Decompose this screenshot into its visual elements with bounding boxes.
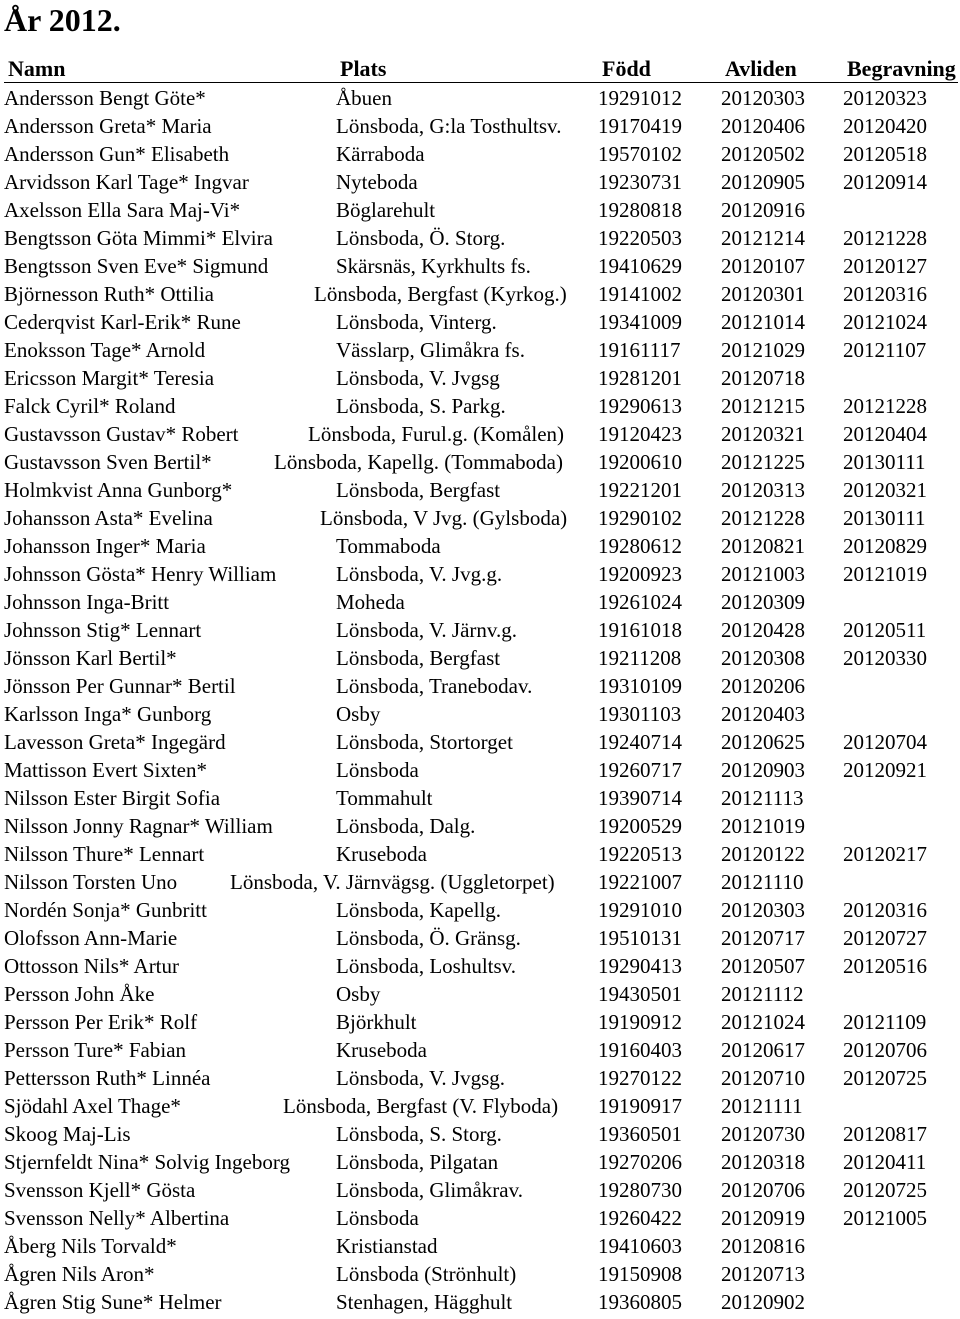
cell-name: Stjernfeldt Nina* Solvig Ingeborg: [4, 1150, 290, 1174]
cell-name: Nilsson Ester Birgit Sofia: [4, 786, 221, 810]
cell-born: 19211208: [598, 646, 682, 670]
cell-burial: 20120316: [843, 282, 927, 306]
cell-name: Johnsson Gösta* Henry William: [4, 562, 277, 586]
table-row: [0, 504, 960, 532]
cell-born: 19430501: [598, 982, 682, 1006]
cell-name: Cederqvist Karl-Erik* Rune: [4, 310, 241, 334]
cell-died: 20121112: [721, 982, 804, 1006]
table-row: [0, 896, 960, 924]
cell-born: 19221201: [598, 478, 682, 502]
cell-name: Ågren Stig Sune* Helmer: [4, 1290, 222, 1314]
cell-died: 20120301: [721, 282, 805, 306]
cell-place: Lönsboda, Kapellg.: [336, 898, 502, 922]
cell-place: Lönsboda, V. Järnv.g.: [336, 618, 518, 642]
table-row: [0, 532, 960, 560]
cell-died: 20121029: [721, 338, 805, 362]
cell-died: 20121113: [721, 786, 804, 810]
cell-place: Björkhult: [336, 1010, 417, 1034]
cell-name: Jönsson Per Gunnar* Bertil: [4, 674, 236, 698]
cell-born: 19410629: [598, 254, 682, 278]
cell-burial: 20130111: [843, 506, 926, 530]
cell-place: Lönsboda, Dalg.: [336, 814, 476, 838]
column-header-born: Född: [602, 56, 651, 81]
cell-place: Böglarehult: [336, 198, 436, 222]
cell-name: Svensson Kjell* Gösta: [4, 1178, 196, 1202]
table-row: [0, 1288, 960, 1316]
cell-place: Lönsboda, V. Jvgsg: [336, 366, 500, 390]
cell-died: 20120919: [721, 1206, 805, 1230]
cell-name: Jönsson Karl Bertil*: [4, 646, 177, 670]
cell-burial: 20120704: [843, 730, 927, 754]
cell-died: 20120903: [721, 758, 805, 782]
cell-died: 20120206: [721, 674, 805, 698]
table-row: [0, 924, 960, 952]
cell-died: 20120916: [721, 198, 805, 222]
cell-place: Lönsboda, Bergfast (Kyrkog.): [314, 282, 567, 306]
cell-died: 20120308: [721, 646, 805, 670]
cell-name: Pettersson Ruth* Linnéa: [4, 1066, 211, 1090]
cell-place: Stenhagen, Hägghult: [336, 1290, 513, 1314]
cell-name: Bengtsson Sven Eve* Sigmund: [4, 254, 269, 278]
cell-born: 19200923: [598, 562, 682, 586]
cell-born: 19220513: [598, 842, 682, 866]
cell-born: 19301103: [598, 702, 682, 726]
cell-place: Åbuen: [336, 86, 392, 110]
cell-name: Persson John Åke: [4, 982, 155, 1006]
cell-place: Lönsboda, Ö. Storg.: [336, 226, 506, 250]
cell-place: Kruseboda: [336, 842, 427, 866]
table-row: [0, 252, 960, 280]
cell-name: Gustavsson Sven Bertil*: [4, 450, 212, 474]
cell-name: Bengtsson Göta Mimmi* Elvira: [4, 226, 273, 250]
table-row: [0, 140, 960, 168]
cell-name: Arvidsson Karl Tage* Ingvar: [4, 170, 249, 194]
cell-place: Nyteboda: [336, 170, 418, 194]
table-row: [0, 1232, 960, 1260]
cell-burial: 20121024: [843, 310, 927, 334]
cell-died: 20120821: [721, 534, 805, 558]
column-header-place: Plats: [340, 56, 387, 81]
cell-died: 20121024: [721, 1010, 805, 1034]
cell-died: 20121014: [721, 310, 805, 334]
cell-name: Nilsson Torsten Uno: [4, 870, 178, 894]
cell-place: Lönsboda, Glimåkrav.: [336, 1178, 524, 1202]
cell-place: Lönsboda, Kapellg. (Tommaboda): [274, 450, 563, 474]
cell-died: 20120718: [721, 366, 805, 390]
cell-born: 19221007: [598, 870, 682, 894]
table-row: [0, 840, 960, 868]
table-row: [0, 616, 960, 644]
cell-place: Vässlarp, Glimåkra fs.: [336, 338, 525, 362]
cell-born: 19310109: [598, 674, 682, 698]
cell-born: 19290413: [598, 954, 682, 978]
cell-name: Olofsson Ann-Marie: [4, 926, 178, 950]
cell-name: Enoksson Tage* Arnold: [4, 338, 206, 362]
cell-burial: 20120921: [843, 758, 927, 782]
cell-name: Björnesson Ruth* Ottilia: [4, 282, 214, 306]
cell-name: Lavesson Greta* Ingegärd: [4, 730, 226, 754]
table-row: [0, 1120, 960, 1148]
table-row: [0, 476, 960, 504]
cell-place: Tommaboda: [336, 534, 441, 558]
table-row: [0, 364, 960, 392]
cell-died: 20121003: [721, 562, 805, 586]
cell-born: 19190917: [598, 1094, 682, 1118]
cell-place: Lönsboda, Tranebodav.: [336, 674, 533, 698]
cell-died: 20120107: [721, 254, 805, 278]
cell-born: 19280818: [598, 198, 682, 222]
cell-born: 19360805: [598, 1290, 682, 1314]
cell-name: Nordén Sonja* Gunbritt: [4, 898, 207, 922]
cell-died: 20121019: [721, 814, 805, 838]
cell-name: Mattisson Evert Sixten*: [4, 758, 207, 782]
cell-place: Lönsboda, V Jvg. (Gylsboda): [320, 506, 568, 530]
table-row: [0, 1064, 960, 1092]
cell-died: 20120321: [721, 422, 805, 446]
cell-name: Persson Per Erik* Rolf: [4, 1010, 198, 1034]
cell-born: 19410603: [598, 1234, 682, 1258]
table-row: [0, 1260, 960, 1288]
cell-died: 20120502: [721, 142, 805, 166]
cell-place: Lönsboda: [336, 758, 419, 782]
table-row: [0, 728, 960, 756]
table-row: [0, 1204, 960, 1232]
cell-name: Johansson Asta* Evelina: [4, 506, 213, 530]
table-row: [0, 224, 960, 252]
cell-died: 20121225: [721, 450, 805, 474]
cell-name: Skoog Maj-Lis: [4, 1122, 131, 1146]
cell-born: 19261024: [598, 590, 682, 614]
cell-place: Lönsboda, S. Storg.: [336, 1122, 502, 1146]
table-row: [0, 868, 960, 896]
cell-place: Lönsboda, S. Parkg.: [336, 394, 506, 418]
cell-place: Lönsboda, G:la Tosthultsv.: [336, 114, 562, 138]
cell-born: 19200529: [598, 814, 682, 838]
cell-place: Lönsboda: [336, 1206, 419, 1230]
cell-burial: 20121107: [843, 338, 927, 362]
page-title: År 2012.: [4, 2, 121, 38]
cell-born: 19150908: [598, 1262, 682, 1286]
cell-died: 20120507: [721, 954, 805, 978]
table-row: [0, 308, 960, 336]
table-row: [0, 952, 960, 980]
table-row: [0, 448, 960, 476]
table-row: [0, 784, 960, 812]
cell-burial: 20121228: [843, 226, 927, 250]
cell-died: 20121215: [721, 394, 805, 418]
cell-name: Ottosson Nils* Artur: [4, 954, 180, 978]
cell-born: 19270122: [598, 1066, 682, 1090]
table-row: [0, 588, 960, 616]
cell-died: 20120713: [721, 1262, 805, 1286]
cell-burial: 20120914: [843, 170, 927, 194]
cell-died: 20120717: [721, 926, 805, 950]
cell-died: 20120710: [721, 1066, 805, 1090]
cell-place: Kärraboda: [336, 142, 425, 166]
table-row: [0, 672, 960, 700]
cell-name: Åberg Nils Torvald*: [4, 1234, 177, 1258]
cell-name: Svensson Nelly* Albertina: [4, 1206, 230, 1230]
cell-name: Ågren Nils Aron*: [4, 1262, 155, 1286]
table-body: [0, 84, 960, 1316]
cell-born: 19290102: [598, 506, 682, 530]
cell-died: 20120428: [721, 618, 805, 642]
cell-place: Lönsboda, Ö. Gränsg.: [336, 926, 521, 950]
cell-born: 19160403: [598, 1038, 682, 1062]
cell-burial: 20121228: [843, 394, 927, 418]
cell-burial: 20120727: [843, 926, 927, 950]
cell-name: Gustavsson Gustav* Robert: [4, 422, 239, 446]
cell-burial: 20120330: [843, 646, 927, 670]
cell-place: Lönsboda, Vinterg.: [336, 310, 497, 334]
cell-burial: 20120323: [843, 86, 927, 110]
cell-name: Nilsson Thure* Lennart: [4, 842, 205, 866]
column-header-died: Avliden: [725, 56, 797, 81]
cell-name: Karlsson Inga* Gunborg: [4, 702, 212, 726]
cell-died: 20120617: [721, 1038, 805, 1062]
cell-died: 20120905: [721, 170, 805, 194]
cell-died: 20121228: [721, 506, 805, 530]
cell-died: 20120313: [721, 478, 805, 502]
cell-died: 20121110: [721, 870, 804, 894]
table-row: [0, 336, 960, 364]
cell-died: 20120303: [721, 898, 805, 922]
table-row: [0, 980, 960, 1008]
cell-died: 20120303: [721, 86, 805, 110]
cell-born: 19570102: [598, 142, 682, 166]
cell-burial: 20120725: [843, 1066, 927, 1090]
cell-burial: 20120516: [843, 954, 927, 978]
cell-died: 20120309: [721, 590, 805, 614]
table-row: [0, 1148, 960, 1176]
cell-burial: 20120829: [843, 534, 927, 558]
cell-born: 19240714: [598, 730, 682, 754]
cell-place: Lönsboda, Furul.g. (Komålen): [308, 422, 565, 446]
cell-born: 19170419: [598, 114, 682, 138]
cell-born: 19141002: [598, 282, 682, 306]
cell-burial: 20120316: [843, 898, 927, 922]
cell-name: Falck Cyril* Roland: [4, 394, 176, 418]
cell-place: Lönsboda, Stortorget: [336, 730, 513, 754]
cell-died: 20120730: [721, 1122, 805, 1146]
cell-born: 19341009: [598, 310, 682, 334]
cell-died: 20120816: [721, 1234, 805, 1258]
cell-burial: 20120217: [843, 842, 927, 866]
cell-place: Tommahult: [336, 786, 433, 810]
table-row: [0, 560, 960, 588]
table-row: [0, 1176, 960, 1204]
cell-died: 20120403: [721, 702, 805, 726]
cell-place: Lönsboda, V. Järnvägsg. (Uggletorpet): [230, 870, 555, 894]
table-row: [0, 196, 960, 224]
table-row: [0, 1092, 960, 1120]
cell-name: Sjödahl Axel Thage*: [4, 1094, 181, 1118]
cell-name: Holmkvist Anna Gunborg*: [4, 478, 233, 502]
cell-died: 20120706: [721, 1178, 805, 1202]
cell-born: 19200610: [598, 450, 682, 474]
cell-born: 19120423: [598, 422, 682, 446]
cell-burial: 20120420: [843, 114, 927, 138]
table-header: [4, 56, 958, 83]
cell-burial: 20121005: [843, 1206, 927, 1230]
cell-born: 19230731: [598, 170, 682, 194]
cell-born: 19291012: [598, 86, 682, 110]
cell-place: Lönsboda, Bergfast: [336, 478, 501, 502]
cell-place: Moheda: [336, 590, 405, 614]
cell-burial: 20130111: [843, 450, 926, 474]
cell-name: Andersson Gun* Elisabeth: [4, 142, 230, 166]
cell-place: Lönsboda, V. Jvgsg.: [336, 1066, 505, 1090]
cell-place: Osby: [336, 982, 381, 1006]
table-row: [0, 84, 960, 112]
cell-name: Persson Ture* Fabian: [4, 1038, 187, 1062]
cell-name: Axelsson Ella Sara Maj-Vi*: [4, 198, 241, 222]
cell-burial: 20120127: [843, 254, 927, 278]
table-row: [0, 644, 960, 672]
cell-name: Johnsson Inga-Britt: [4, 590, 170, 614]
cell-died: 20120406: [721, 114, 805, 138]
cell-born: 19190912: [598, 1010, 682, 1034]
cell-burial: 20120404: [843, 422, 927, 446]
cell-burial: 20120817: [843, 1122, 927, 1146]
cell-burial: 20120321: [843, 478, 927, 502]
cell-place: Lönsboda, V. Jvg.g.: [336, 562, 503, 586]
cell-died: 20120122: [721, 842, 805, 866]
cell-place: Lönsboda (Strönhult): [336, 1262, 517, 1286]
cell-born: 19161117: [598, 338, 681, 362]
cell-born: 19360501: [598, 1122, 682, 1146]
column-header-burial: Begravning: [847, 56, 956, 81]
table-row: [0, 392, 960, 420]
table-row: [0, 420, 960, 448]
table-row: [0, 1008, 960, 1036]
cell-name: Johnsson Stig* Lennart: [4, 618, 202, 642]
cell-died: 20120902: [721, 1290, 805, 1314]
cell-place: Lönsboda, Bergfast: [336, 646, 501, 670]
cell-born: 19270206: [598, 1150, 682, 1174]
cell-born: 19260422: [598, 1206, 682, 1230]
cell-name: Nilsson Jonny Ragnar* William: [4, 814, 273, 838]
cell-name: Ericsson Margit* Teresia: [4, 366, 215, 390]
table-row: [0, 168, 960, 196]
table-row: [0, 812, 960, 840]
cell-born: 19290613: [598, 394, 682, 418]
cell-born: 19260717: [598, 758, 682, 782]
cell-born: 19280730: [598, 1178, 682, 1202]
cell-place: Lönsboda, Loshultsv.: [336, 954, 517, 978]
table-row: [0, 700, 960, 728]
column-header-name: Namn: [8, 56, 66, 81]
cell-died: 20120318: [721, 1150, 805, 1174]
cell-died: 20121214: [721, 226, 805, 250]
cell-born: 19280612: [598, 534, 682, 558]
cell-place: Kristianstad: [336, 1234, 438, 1258]
cell-born: 19220503: [598, 226, 682, 250]
cell-place: Kruseboda: [336, 1038, 427, 1062]
cell-born: 19291010: [598, 898, 682, 922]
table-row: [0, 280, 960, 308]
cell-name: Andersson Greta* Maria: [4, 114, 212, 138]
table-row: [0, 112, 960, 140]
cell-died: 20121111: [721, 1094, 803, 1118]
cell-name: Johansson Inger* Maria: [4, 534, 206, 558]
cell-born: 19281201: [598, 366, 682, 390]
cell-burial: 20121109: [843, 1010, 927, 1034]
cell-born: 19161018: [598, 618, 682, 642]
cell-place: Skärsnäs, Kyrkhults fs.: [336, 254, 531, 278]
cell-name: Andersson Bengt Göte*: [4, 86, 206, 110]
table-row: [0, 1036, 960, 1064]
cell-burial: 20120725: [843, 1178, 927, 1202]
cell-born: 19390714: [598, 786, 682, 810]
cell-burial: 20120511: [843, 618, 927, 642]
cell-place: Osby: [336, 702, 381, 726]
cell-died: 20120625: [721, 730, 805, 754]
cell-burial: 20120411: [843, 1150, 927, 1174]
cell-place: Lönsboda, Bergfast (V. Flyboda): [283, 1094, 559, 1118]
table-row: [0, 756, 960, 784]
cell-burial: 20120518: [843, 142, 927, 166]
cell-place: Lönsboda, Pilgatan: [336, 1150, 499, 1174]
cell-burial: 20121019: [843, 562, 927, 586]
cell-born: 19510131: [598, 926, 682, 950]
cell-burial: 20120706: [843, 1038, 927, 1062]
